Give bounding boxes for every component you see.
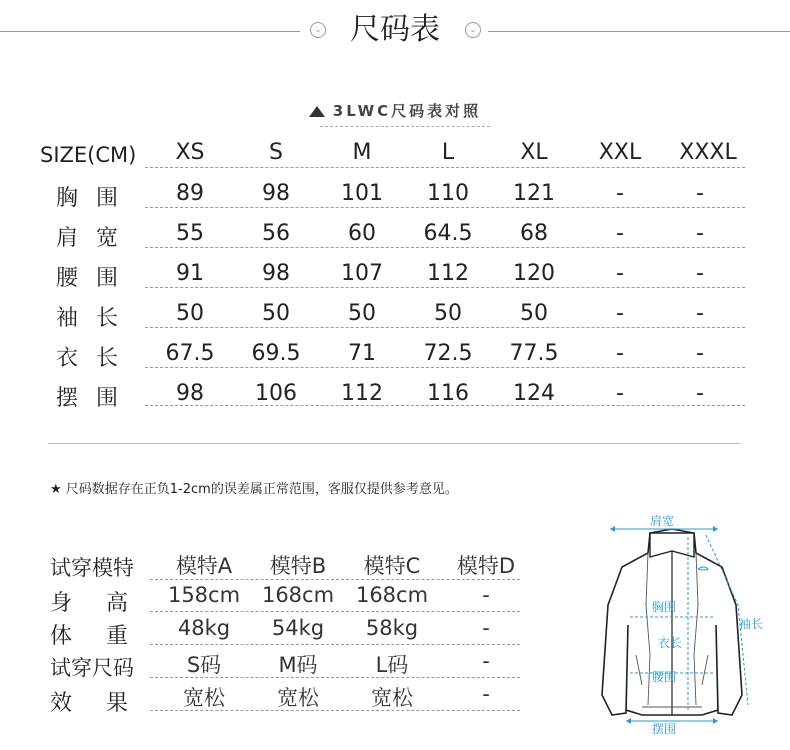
model-table-divider bbox=[150, 644, 520, 645]
subtitle-text: 3LWC尺码表对照 bbox=[332, 102, 482, 120]
size-header-xxxl: XXXL bbox=[679, 140, 737, 165]
size-value: 107 bbox=[341, 261, 383, 286]
size-table-divider bbox=[145, 327, 745, 328]
size-table-divider bbox=[145, 405, 745, 406]
size-value: - bbox=[616, 301, 624, 326]
diagram-label-hem: 摆围 bbox=[652, 722, 677, 736]
size-value: 110 bbox=[427, 181, 469, 206]
model-value: 宽松 bbox=[277, 686, 319, 710]
size-value: - bbox=[696, 381, 704, 406]
diagram-label-sleeve: 袖长 bbox=[739, 617, 764, 631]
model-value: 宽松 bbox=[371, 686, 413, 710]
size-table-divider bbox=[145, 287, 745, 288]
header-line-right bbox=[488, 31, 790, 32]
model-header-b: 模特B bbox=[269, 554, 327, 578]
model-table-divider bbox=[150, 710, 520, 711]
size-value: 55 bbox=[176, 221, 204, 246]
size-value: 50 bbox=[176, 301, 204, 326]
size-table-divider bbox=[145, 167, 745, 168]
size-value: 98 bbox=[262, 181, 290, 206]
chevron-down-icon: ⌄ bbox=[310, 22, 326, 38]
size-value: 50 bbox=[348, 301, 376, 326]
subtitle-underline bbox=[320, 126, 490, 127]
size-value: 91 bbox=[176, 261, 204, 286]
size-value: - bbox=[616, 341, 624, 366]
size-value: - bbox=[616, 221, 624, 246]
chevron-down-icon: ⌄ bbox=[465, 22, 481, 38]
size-value: 98 bbox=[262, 261, 290, 286]
diagram-label-shoulder: 肩宽 bbox=[650, 514, 675, 528]
section-subtitle bbox=[250, 100, 540, 121]
model-value: 168cm bbox=[355, 583, 429, 607]
size-value: 101 bbox=[341, 181, 383, 206]
model-header-c: 模特C bbox=[363, 554, 421, 578]
diagram-label-length: 衣长 bbox=[658, 636, 683, 650]
model-value: 168cm bbox=[261, 583, 335, 607]
size-header-m: M bbox=[352, 140, 372, 165]
diagram-label-waist: 腰围 bbox=[652, 670, 677, 684]
size-note: ★ 尺码数据存在正负1-2cm的误差属正常范围，客服仅提供参考意见。 bbox=[50, 482, 458, 497]
model-table-divider bbox=[150, 579, 520, 580]
size-row-label-shoulder: 肩宽 bbox=[56, 226, 137, 251]
model-row-label-size: 试穿尺码 bbox=[50, 656, 134, 680]
size-value: 112 bbox=[427, 261, 469, 286]
mountain-icon bbox=[309, 106, 325, 117]
size-value: - bbox=[616, 261, 624, 286]
size-header-xs: XS bbox=[175, 140, 205, 165]
size-value: 89 bbox=[176, 181, 204, 206]
size-value: 112 bbox=[341, 381, 383, 406]
size-value: - bbox=[616, 181, 624, 206]
size-value: 67.5 bbox=[165, 341, 215, 366]
model-value: 158cm bbox=[167, 583, 241, 607]
size-value: 50 bbox=[520, 301, 548, 326]
model-value: S码 bbox=[186, 653, 222, 677]
size-value: 71 bbox=[348, 341, 376, 366]
jacket-diagram bbox=[590, 505, 790, 746]
size-value: 116 bbox=[427, 381, 469, 406]
model-table-divider bbox=[150, 677, 520, 678]
size-table-divider bbox=[145, 207, 745, 208]
model-row-label-weight: 体重 bbox=[50, 624, 163, 649]
model-table-header-label: 试穿模特 bbox=[50, 556, 134, 580]
size-value: 124 bbox=[513, 381, 555, 406]
model-value: - bbox=[482, 682, 490, 706]
size-value: - bbox=[696, 181, 704, 206]
size-table-header-label: SIZE(CM) bbox=[40, 143, 137, 167]
size-header-l: L bbox=[441, 140, 455, 165]
size-value: 106 bbox=[255, 381, 297, 406]
model-row-label-height: 身高 bbox=[50, 591, 163, 616]
size-value: 64.5 bbox=[423, 221, 473, 246]
page-title: 尺码表 bbox=[350, 12, 440, 47]
model-value: L码 bbox=[375, 653, 409, 677]
model-header-a: 模特A bbox=[175, 554, 233, 578]
header-line-left bbox=[0, 31, 300, 32]
size-header-xl: XL bbox=[520, 140, 548, 165]
model-row-label-effect: 效果 bbox=[50, 691, 163, 716]
size-row-label-chest: 胸围 bbox=[56, 186, 137, 211]
size-value: 77.5 bbox=[509, 341, 559, 366]
model-value: 58kg bbox=[365, 616, 419, 640]
size-header-xxl: XXL bbox=[598, 140, 642, 165]
model-value: - bbox=[482, 649, 490, 673]
size-row-label-hem: 摆围 bbox=[56, 386, 137, 411]
size-value: - bbox=[616, 381, 624, 406]
size-value: 69.5 bbox=[251, 341, 301, 366]
model-value: 48kg bbox=[177, 616, 231, 640]
size-value: 50 bbox=[262, 301, 290, 326]
size-value: - bbox=[696, 261, 704, 286]
section-divider bbox=[48, 443, 740, 444]
size-header-s: S bbox=[269, 140, 283, 165]
size-value: 120 bbox=[513, 261, 555, 286]
model-value: M码 bbox=[278, 653, 318, 677]
size-value: 98 bbox=[176, 381, 204, 406]
size-value: - bbox=[696, 221, 704, 246]
size-row-label-length: 衣长 bbox=[56, 346, 137, 371]
diagram-label-chest: 胸围 bbox=[652, 600, 677, 614]
size-value: 60 bbox=[348, 221, 376, 246]
size-value: - bbox=[696, 301, 704, 326]
size-value: 68 bbox=[520, 221, 548, 246]
size-value: 72.5 bbox=[423, 341, 473, 366]
size-table-divider bbox=[145, 367, 745, 368]
model-value: 54kg bbox=[271, 616, 325, 640]
size-row-label-sleeve: 袖长 bbox=[56, 306, 137, 331]
size-value: 50 bbox=[434, 301, 462, 326]
model-value: - bbox=[482, 583, 490, 607]
model-header-d: 模特D bbox=[456, 554, 516, 578]
size-table-divider bbox=[145, 247, 745, 248]
size-row-label-waist: 腰围 bbox=[56, 266, 137, 291]
size-value: 56 bbox=[262, 221, 290, 246]
model-value: 宽松 bbox=[183, 686, 225, 710]
model-table-divider bbox=[150, 611, 520, 612]
size-value: - bbox=[696, 341, 704, 366]
size-value: 121 bbox=[513, 181, 555, 206]
model-value: - bbox=[482, 616, 490, 640]
